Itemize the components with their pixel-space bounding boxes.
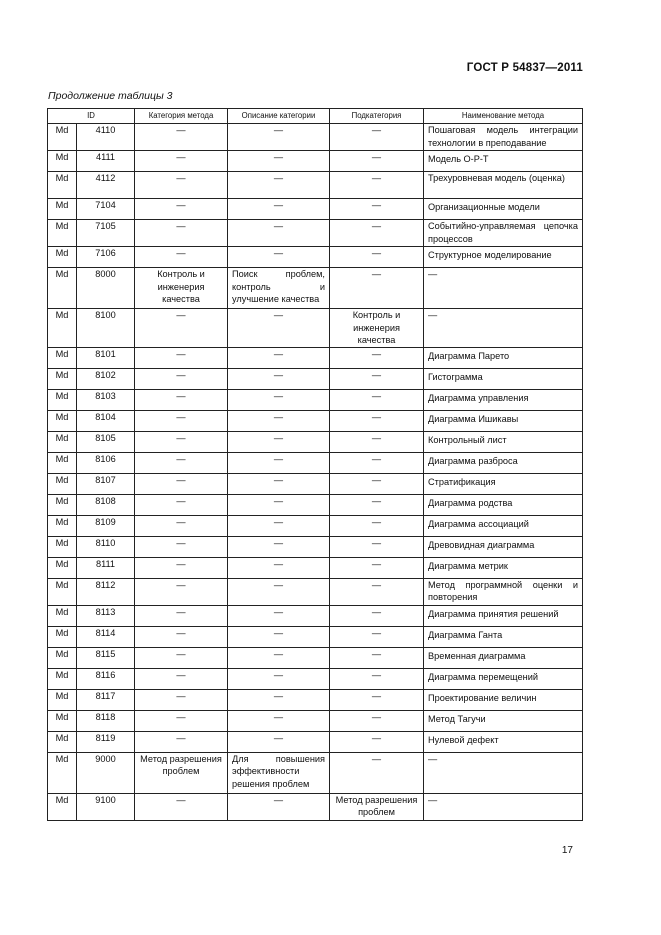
cell-subcategory: — bbox=[330, 389, 424, 410]
cell-category-description: — bbox=[228, 309, 330, 348]
cell-subcategory: — bbox=[330, 473, 424, 494]
cell-method-name: Диаграмма метрик bbox=[424, 557, 583, 578]
cell-id: 8109 bbox=[77, 515, 135, 536]
cell-category-description: — bbox=[228, 557, 330, 578]
cell-method-category: — bbox=[135, 431, 228, 452]
table-row bbox=[48, 557, 583, 578]
cell-method-name: Нулевой дефект bbox=[424, 731, 583, 752]
cell-method-category: — bbox=[135, 536, 228, 557]
cell-category-description: Поиск проблем, контроль и улучшение качества bbox=[228, 268, 330, 309]
cell-category-description: — bbox=[228, 431, 330, 452]
cell-subcategory: — bbox=[330, 124, 424, 151]
cell-prefix: Md bbox=[48, 578, 77, 605]
cell-subcategory: — bbox=[330, 515, 424, 536]
cell-subcategory: — bbox=[330, 347, 424, 368]
table-row bbox=[48, 494, 583, 515]
cell-prefix: Md bbox=[48, 220, 77, 247]
cell-category-description: — bbox=[228, 124, 330, 151]
methods-table bbox=[47, 108, 583, 821]
cell-method-name: — bbox=[424, 268, 583, 309]
table-row bbox=[48, 309, 583, 348]
cell-id: 8104 bbox=[77, 410, 135, 431]
cell-method-name: Стратификация bbox=[424, 473, 583, 494]
cell-method-category: — bbox=[135, 452, 228, 473]
cell-method-name: Организационные модели bbox=[424, 199, 583, 220]
cell-category-description: Для повышения эффективности решения проблем bbox=[228, 752, 330, 793]
cell-category-description: — bbox=[228, 578, 330, 605]
table-caption: Продолжение таблицы 3 bbox=[48, 90, 173, 102]
column-header-category-description: Описание категории bbox=[228, 109, 330, 124]
cell-category-description: — bbox=[228, 494, 330, 515]
cell-method-name: Древовидная диаграмма bbox=[424, 536, 583, 557]
table-row bbox=[48, 151, 583, 172]
cell-prefix: Md bbox=[48, 124, 77, 151]
cell-prefix: Md bbox=[48, 199, 77, 220]
table-row bbox=[48, 793, 583, 820]
table-row bbox=[48, 536, 583, 557]
cell-category-description: — bbox=[228, 199, 330, 220]
cell-method-category: — bbox=[135, 710, 228, 731]
cell-id: 8117 bbox=[77, 689, 135, 710]
table-row bbox=[48, 220, 583, 247]
cell-method-name: Структурное моделирование bbox=[424, 247, 583, 268]
cell-id: 8000 bbox=[77, 268, 135, 309]
cell-id: 8119 bbox=[77, 731, 135, 752]
cell-method-category: Контроль и инженерия качества bbox=[135, 268, 228, 309]
page-number: 17 bbox=[561, 845, 573, 856]
cell-prefix: Md bbox=[48, 268, 77, 309]
cell-prefix: Md bbox=[48, 536, 77, 557]
cell-category-description: — bbox=[228, 247, 330, 268]
cell-subcategory: — bbox=[330, 557, 424, 578]
cell-method-category: — bbox=[135, 368, 228, 389]
cell-method-category: — bbox=[135, 689, 228, 710]
cell-id: 8105 bbox=[77, 431, 135, 452]
cell-category-description: — bbox=[228, 172, 330, 199]
cell-method-category: — bbox=[135, 668, 228, 689]
standard-number: ГОСТ Р 54837—2011 bbox=[466, 62, 583, 74]
cell-id: 8100 bbox=[77, 309, 135, 348]
table-row bbox=[48, 710, 583, 731]
cell-subcategory: — bbox=[330, 368, 424, 389]
cell-subcategory: — bbox=[330, 689, 424, 710]
cell-method-name: Диаграмма перемещений bbox=[424, 668, 583, 689]
cell-id: 9000 bbox=[77, 752, 135, 793]
cell-category-description: — bbox=[228, 389, 330, 410]
cell-method-name: Метод Тагучи bbox=[424, 710, 583, 731]
cell-method-name: Гистограмма bbox=[424, 368, 583, 389]
cell-method-name: Метод программной оценки и повторения bbox=[424, 578, 583, 605]
table-row bbox=[48, 578, 583, 605]
cell-id: 8101 bbox=[77, 347, 135, 368]
cell-subcategory: — bbox=[330, 431, 424, 452]
cell-category-description: — bbox=[228, 347, 330, 368]
cell-id: 8116 bbox=[77, 668, 135, 689]
cell-id: 4110 bbox=[77, 124, 135, 151]
cell-method-name: Проектирование величин bbox=[424, 689, 583, 710]
cell-subcategory: — bbox=[330, 710, 424, 731]
cell-id: 8107 bbox=[77, 473, 135, 494]
cell-category-description: — bbox=[228, 668, 330, 689]
cell-category-description: — bbox=[228, 515, 330, 536]
cell-id: 8112 bbox=[77, 578, 135, 605]
cell-category-description: — bbox=[228, 731, 330, 752]
cell-method-name: Диаграмма Ганта bbox=[424, 626, 583, 647]
table-row bbox=[48, 452, 583, 473]
cell-category-description: — bbox=[228, 452, 330, 473]
table-row bbox=[48, 752, 583, 793]
cell-subcategory: — bbox=[330, 536, 424, 557]
cell-category-description: — bbox=[228, 626, 330, 647]
cell-category-description: — bbox=[228, 473, 330, 494]
cell-prefix: Md bbox=[48, 389, 77, 410]
cell-method-category: — bbox=[135, 410, 228, 431]
table-row bbox=[48, 473, 583, 494]
cell-id: 8115 bbox=[77, 647, 135, 668]
column-header-method-name: Наименование метода bbox=[424, 109, 583, 124]
cell-subcategory: Метод разрешения проблем bbox=[330, 793, 424, 820]
cell-id: 7105 bbox=[77, 220, 135, 247]
cell-prefix: Md bbox=[48, 793, 77, 820]
cell-prefix: Md bbox=[48, 172, 77, 199]
cell-subcategory: — bbox=[330, 172, 424, 199]
table-header-row bbox=[48, 109, 583, 124]
cell-subcategory: — bbox=[330, 668, 424, 689]
table-row bbox=[48, 410, 583, 431]
cell-id: 8102 bbox=[77, 368, 135, 389]
cell-category-description: — bbox=[228, 647, 330, 668]
table-row bbox=[48, 647, 583, 668]
cell-method-category: — bbox=[135, 793, 228, 820]
cell-method-category: — bbox=[135, 557, 228, 578]
cell-method-category: — bbox=[135, 473, 228, 494]
cell-subcategory: — bbox=[330, 626, 424, 647]
cell-prefix: Md bbox=[48, 626, 77, 647]
cell-method-name: Контрольный лист bbox=[424, 431, 583, 452]
cell-method-category: — bbox=[135, 199, 228, 220]
cell-id: 8118 bbox=[77, 710, 135, 731]
cell-prefix: Md bbox=[48, 347, 77, 368]
cell-method-name: — bbox=[424, 309, 583, 348]
cell-prefix: Md bbox=[48, 473, 77, 494]
table-row bbox=[48, 347, 583, 368]
cell-method-category: — bbox=[135, 220, 228, 247]
table-row bbox=[48, 515, 583, 536]
cell-category-description: — bbox=[228, 410, 330, 431]
cell-prefix: Md bbox=[48, 247, 77, 268]
cell-prefix: Md bbox=[48, 710, 77, 731]
cell-prefix: Md bbox=[48, 309, 77, 348]
cell-id: 8110 bbox=[77, 536, 135, 557]
cell-prefix: Md bbox=[48, 452, 77, 473]
column-header-id: ID bbox=[48, 109, 135, 124]
cell-category-description: — bbox=[228, 368, 330, 389]
cell-subcategory: — bbox=[330, 268, 424, 309]
cell-category-description: — bbox=[228, 710, 330, 731]
cell-method-name: Модель O-P-T bbox=[424, 151, 583, 172]
cell-method-category: — bbox=[135, 605, 228, 626]
cell-method-name: — bbox=[424, 752, 583, 793]
table-row bbox=[48, 668, 583, 689]
cell-method-category: Метод разрешения проблем bbox=[135, 752, 228, 793]
cell-id: 8106 bbox=[77, 452, 135, 473]
table-row bbox=[48, 368, 583, 389]
cell-method-name: Событийно-управляемая цепочка процессов bbox=[424, 220, 583, 247]
cell-subcategory: — bbox=[330, 220, 424, 247]
cell-id: 7106 bbox=[77, 247, 135, 268]
cell-prefix: Md bbox=[48, 605, 77, 626]
cell-prefix: Md bbox=[48, 668, 77, 689]
cell-prefix: Md bbox=[48, 151, 77, 172]
cell-subcategory: — bbox=[330, 731, 424, 752]
cell-subcategory: — bbox=[330, 647, 424, 668]
cell-prefix: Md bbox=[48, 557, 77, 578]
cell-method-name: Диаграмма разброса bbox=[424, 452, 583, 473]
cell-subcategory: — bbox=[330, 605, 424, 626]
table-row bbox=[48, 124, 583, 151]
cell-id: 8103 bbox=[77, 389, 135, 410]
column-header-method-category: Категория метода bbox=[135, 109, 228, 124]
cell-method-name: — bbox=[424, 793, 583, 820]
cell-method-name: Диаграмма ассоциаций bbox=[424, 515, 583, 536]
table-row bbox=[48, 431, 583, 452]
cell-id: 4111 bbox=[77, 151, 135, 172]
table-row bbox=[48, 689, 583, 710]
table-row bbox=[48, 389, 583, 410]
cell-method-category: — bbox=[135, 309, 228, 348]
cell-id: 9100 bbox=[77, 793, 135, 820]
cell-prefix: Md bbox=[48, 689, 77, 710]
cell-category-description: — bbox=[228, 151, 330, 172]
cell-category-description: — bbox=[228, 793, 330, 820]
cell-id: 8108 bbox=[77, 494, 135, 515]
cell-category-description: — bbox=[228, 605, 330, 626]
cell-subcategory: — bbox=[330, 578, 424, 605]
table-row bbox=[48, 268, 583, 309]
cell-method-category: — bbox=[135, 515, 228, 536]
cell-subcategory: — bbox=[330, 247, 424, 268]
cell-method-category: — bbox=[135, 731, 228, 752]
cell-method-category: — bbox=[135, 247, 228, 268]
cell-id: 4112 bbox=[77, 172, 135, 199]
cell-id: 7104 bbox=[77, 199, 135, 220]
cell-prefix: Md bbox=[48, 647, 77, 668]
cell-category-description: — bbox=[228, 536, 330, 557]
cell-method-name: Диаграмма Парето bbox=[424, 347, 583, 368]
table-row bbox=[48, 172, 583, 199]
cell-method-name: Трехуровневая модель (оценка) bbox=[424, 172, 583, 199]
cell-method-name: Пошаговая модель интеграции технологии в преподавание bbox=[424, 124, 583, 151]
cell-method-name: Диаграмма принятия решений bbox=[424, 605, 583, 626]
cell-method-category: — bbox=[135, 647, 228, 668]
cell-prefix: Md bbox=[48, 494, 77, 515]
cell-method-category: — bbox=[135, 347, 228, 368]
cell-subcategory: — bbox=[330, 752, 424, 793]
cell-category-description: — bbox=[228, 689, 330, 710]
cell-method-category: — bbox=[135, 172, 228, 199]
cell-subcategory: Контроль и инженерия качества bbox=[330, 309, 424, 348]
cell-subcategory: — bbox=[330, 410, 424, 431]
cell-prefix: Md bbox=[48, 515, 77, 536]
cell-method-category: — bbox=[135, 578, 228, 605]
cell-subcategory: — bbox=[330, 199, 424, 220]
cell-id: 8111 bbox=[77, 557, 135, 578]
column-header-subcategory: Подкатегория bbox=[330, 109, 424, 124]
cell-method-category: — bbox=[135, 494, 228, 515]
cell-method-name: Диаграмма родства bbox=[424, 494, 583, 515]
cell-prefix: Md bbox=[48, 431, 77, 452]
cell-method-category: — bbox=[135, 389, 228, 410]
cell-prefix: Md bbox=[48, 752, 77, 793]
cell-prefix: Md bbox=[48, 368, 77, 389]
cell-subcategory: — bbox=[330, 151, 424, 172]
cell-prefix: Md bbox=[48, 410, 77, 431]
cell-method-category: — bbox=[135, 124, 228, 151]
table-row bbox=[48, 199, 583, 220]
cell-method-name: Диаграмма управления bbox=[424, 389, 583, 410]
cell-category-description: — bbox=[228, 220, 330, 247]
cell-method-category: — bbox=[135, 626, 228, 647]
cell-id: 8114 bbox=[77, 626, 135, 647]
table-row bbox=[48, 626, 583, 647]
cell-subcategory: — bbox=[330, 494, 424, 515]
cell-prefix: Md bbox=[48, 731, 77, 752]
table-row bbox=[48, 731, 583, 752]
cell-subcategory: — bbox=[330, 452, 424, 473]
table-row bbox=[48, 605, 583, 626]
cell-method-name: Временная диаграмма bbox=[424, 647, 583, 668]
cell-id: 8113 bbox=[77, 605, 135, 626]
cell-method-name: Диаграмма Ишикавы bbox=[424, 410, 583, 431]
table-row bbox=[48, 247, 583, 268]
cell-method-category: — bbox=[135, 151, 228, 172]
